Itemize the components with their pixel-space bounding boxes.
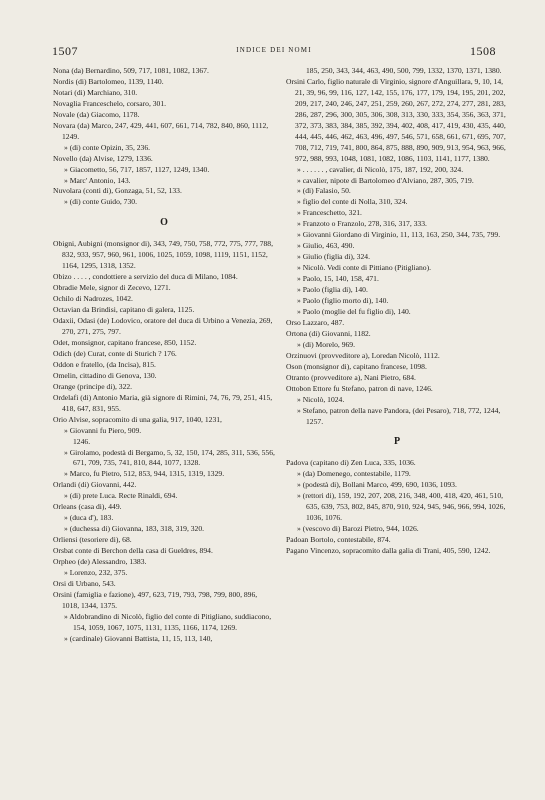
index-subentry: » (di) Falasio, 50. xyxy=(297,186,351,196)
index-entry: Novello (da) Alvise, 1279, 1336. xyxy=(53,153,153,163)
index-entry: Nordis (di) Bartolomeo, 1139, 1140. xyxy=(53,76,164,86)
index-subentry: » Franzoto o Franzolo, 278, 316, 317, 333. xyxy=(297,219,427,229)
index-subentry: » (podestà di), Bollani Marco, 499, 690, 1036, 1093. xyxy=(297,480,457,490)
index-entry: Orliensi (tesoriere di), 68. xyxy=(53,535,132,545)
index-entry: Oddon e fratello, (da Incisa), 815. xyxy=(53,359,156,369)
page-header xyxy=(52,44,496,60)
index-subentry: » (rettori di), 159, 192, 207, 208, 216, 348, 400, 418, 420, 461, 510, 635, 639, 753, 802, 845, 870, 910, 924, 945, 946, 966, 994, 1026, 1036, 1076. xyxy=(297,491,506,523)
index-subentry: » Giulio, 463, 490. xyxy=(297,241,355,251)
running-head: INDICE DEI NOMI xyxy=(236,46,312,54)
index-entry: Odaxii, Odasi (de) Lodovico, oratore del duca di Urbino a Venezia, 269, 270, 271, 275, 797. xyxy=(53,316,273,337)
index-subentry: » Girolamo, podestà di Bergamo, 5, 32, 150, 174, 285, 311, 536, 556, 671, 709, 735, 741, 810, 844, 1077, 1328. xyxy=(64,447,275,468)
index-subentry: 1246. xyxy=(73,436,91,446)
index-entry: Ochilo di Nadrozes, 1042. xyxy=(53,294,133,304)
index-entry: Pagano Vincenzo, sopracomito dalla galia di Trani, 405, 590, 1242. xyxy=(286,546,491,556)
index-subentry: » (vescovo di) Barozi Pietro, 944, 1026. xyxy=(297,524,419,534)
index-subentry: » (di) conte Guido, 730. xyxy=(64,197,137,207)
index-subentry: » Giacometto, 56, 717, 1857, 1127, 1249, 1340. xyxy=(64,164,210,174)
index-subentry: » figlio del conte di Nolla, 310, 324. xyxy=(297,197,408,207)
index-subentry: » (duchessa di) Giovanna, 183, 318, 319, 320. xyxy=(64,524,205,534)
index-entry: Padova (capitano di) Zen Luca, 335, 1036. xyxy=(286,458,416,468)
index-subentry: » Nicolò. Vedi conte di Pittiano (Pitigliano). xyxy=(297,263,432,273)
index-subentry: » (da) Domenego, contestabile, 1179. xyxy=(297,469,411,479)
index-subentry: » Marc' Antonio, 143. xyxy=(64,175,131,185)
index-entry: Omelin, cittadino di Genova, 130. xyxy=(53,370,157,380)
index-entry: Orsbat conte di Berchon della casa di Gueldres, 894. xyxy=(53,546,213,556)
index-entry: Orio Alvise, sopracomito di una galia, 917, 1040, 1231, xyxy=(53,414,222,424)
index-entry: Orsi di Urbano, 543. xyxy=(53,578,116,588)
index-entry: Ordelafi (di) Antonio Maria, già signore di Rimini, 74, 76, 79, 251, 415, 418, 647, 831, 955. xyxy=(53,392,273,413)
index-subentry: 185, 250, 343, 344, 463, 490, 500, 799, 1332, 1370, 1371, 1380. xyxy=(306,66,502,75)
index-subentry: » Giovanni fu Piero, 909. xyxy=(64,425,142,435)
index-entry: Orsini (famiglia e fazione), 497, 623, 719, 793, 798, 799, 800, 896, 1018, 1344, 1375. xyxy=(53,589,258,610)
page-number-left: 1507 xyxy=(52,44,78,58)
index-column-left xyxy=(53,66,275,645)
index-subentry: » cavalier, nipote di Bartolomeo d'Alviano, 287, 305, 719. xyxy=(297,175,474,185)
index-subentry: » (di) Morelo, 969. xyxy=(297,339,355,349)
index-column-right xyxy=(286,66,508,557)
index-subentry: » Giovanni Giordano di Virginio, 11, 113, 163, 250, 344, 735, 799. xyxy=(297,230,501,240)
page-number-right: 1508 xyxy=(470,44,496,58)
index-subentry: » Marco, fu Pietro, 512, 853, 944, 1315, 1319, 1329. xyxy=(64,469,225,479)
index-subentry: » Aldobrandino di Nicolò, figlio del conte di Pitigliano, suddiacono, 154, 1059, 1067, 1075, 1131, 1135, 1166, 1174, 1269. xyxy=(64,611,272,632)
index-entry: Novale (da) Giacomo, 1178. xyxy=(53,109,140,119)
index-entry: Padoan Bortolo, contestabile, 874. xyxy=(286,535,391,545)
index-entry: Nona (da) Bernardino, 509, 717, 1081, 1082, 1367. xyxy=(53,66,209,75)
index-subentry: » Paolo, 15, 140, 158, 471. xyxy=(297,274,379,284)
index-entry: Obradie Mele, signor di Zecevo, 1271. xyxy=(53,283,171,293)
index-subentry: » Paolo (figlio morto di), 140. xyxy=(297,296,389,306)
index-subentry: » Franceschetto, 321. xyxy=(297,208,362,218)
index-entry: Otranto (provveditore a), Nani Pietro, 684. xyxy=(286,372,416,382)
index-entry: Ortona (di) Giovanni, 1182. xyxy=(286,328,371,338)
index-subentry: » Paolo (figlia di), 140. xyxy=(297,285,368,295)
index-subentry: » (duca d'), 183. xyxy=(64,513,114,523)
index-entry: Notari (di) Marchiano, 310. xyxy=(53,87,138,97)
index-entry: Odich (de) Curat, conte di Sturich ? 176. xyxy=(53,348,177,358)
index-entry: Orleans (casa di), 449. xyxy=(53,502,122,512)
index-entry: Orpheo (de) Alessandro, 1383. xyxy=(53,557,147,567)
index-subentry: » Nicolò, 1024. xyxy=(297,394,345,404)
index-entry: Ottobon Ettore fu Stefano, patron di nave, 1246. xyxy=(286,383,433,393)
index-subentry: » Lorenzo, 232, 375. xyxy=(64,567,128,577)
index-entry: Orso Lazzaro, 487. xyxy=(286,317,345,327)
index-subentry: » Giulio (figlia di), 324. xyxy=(297,252,370,262)
index-entry: Novara (da) Marco, 247, 429, 441, 607, 661, 714, 782, 840, 860, 1112, 1249. xyxy=(53,120,269,141)
index-entry: Octavian da Brindisi, capitano di galera, 1125. xyxy=(53,305,195,315)
index-entry: Obizo . . . . , condottiere a servizio del duca di Milano, 1084. xyxy=(53,272,238,282)
index-subentry: » Paolo (moglie del fu figlio di), 140. xyxy=(297,306,411,316)
section-letter: P xyxy=(393,436,401,448)
index-entry: Orlandi (di) Giovanni, 442. xyxy=(53,480,137,490)
index-entry: Oson (monsignor di), capitano francese, 1098. xyxy=(286,361,427,371)
index-subentry: » (di) prete Luca. Recte Rinaldi, 694. xyxy=(64,491,178,501)
index-subentry: » (cardinale) Giovanni Battista, 11, 15, 113, 140, xyxy=(64,633,213,643)
index-subentry: » Stefano, patron della nave Pandora, (dei Pesaro), 718, 772, 1244, 1257. xyxy=(297,405,501,426)
index-subentry: » (di) conte Opizin, 35, 236. xyxy=(64,142,151,152)
index-entry: Orzinuovi (provveditore a), Loredan Nicolò, 1112. xyxy=(286,350,440,360)
index-entry: Odet, monsignor, capitano francese, 850, 1152. xyxy=(53,337,197,347)
index-entry: Obigni, Aubigni (monsignor di), 343, 749, 750, 758, 772, 775, 777, 788, 832, 933, 957, 960, 961, 1006, 1025, 1059, 1098, 1119, 1151, 1152, 1164, 1295, 1318, 1352. xyxy=(53,239,274,271)
index-entry: Nuvolara (conti di), Gonzaga, 51, 52, 133. xyxy=(53,186,182,196)
index-subentry: » . . . . . . , cavalier, di Nicolò, 175, 187, 192, 200, 324. xyxy=(297,164,464,174)
index-entry: Orange (principe di), 322. xyxy=(53,381,133,391)
section-letter: O xyxy=(160,217,168,229)
index-entry: Novaglia Franceschelo, corsaro, 301. xyxy=(53,98,167,108)
index-entry: Orsini Carlo, figlio naturale di Virginio, signore d'Anguillara, 9, 10, 14, 21, 39, 96, 99, 116, 127, 142, 155, 176, 177, 179, 194, 195, 201, 202, 209, 217, 240, 246, 247, 251, 259, 260, 267, 272, 274, 277, 281, 283, 286, 287, 296, 300, 305, 306, 308, 313, 330, 333, 354, 356, 363, 371, 372, 373, 383, 384, 385, 392, 394, 402, 408, 417, 419, 430, 435, 440, 444, 445, 446, 462, 463, 496, 497, 546, 571, 658, 661, 671, 695, 707, 708, 712, 719, 741, 800, 864, 875, 888, 890, 909, 913, 954, 963, 966, 972, 988, 993, 1048, 1081, 1082, 1086, 1103, 1141, 1177, 1380. xyxy=(286,76,506,163)
